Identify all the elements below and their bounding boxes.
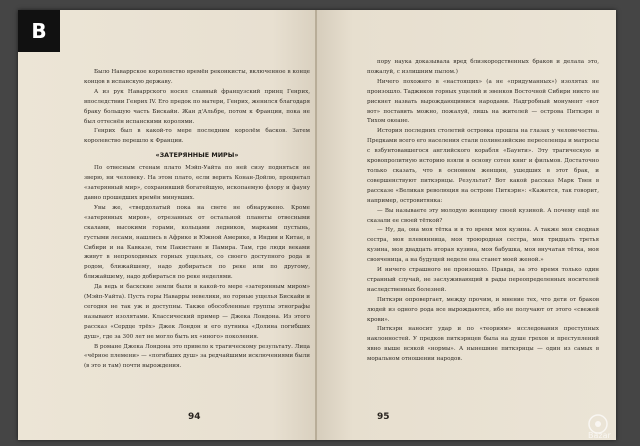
paragraph: Ничего похожего в «настоящих» (а не «придуманных») изолятах не произошло. Таджиков горных ущелий и эвенков Восточной Сибири никто не рискнет назвать вырождающимися народами. Надгробный монумент «вот вот» поставить можно, пожалуй, лишь на жителей — острова Питкэрн в Тихом океане. [367,78,599,125]
paragraph: — Вы называете эту молодую женщину своей кузиной. А почему ещё не сказали ее своей тёткой? [367,207,599,224]
paragraph: И ничего страшного не произошло. Правда, за это время только один странный случай, не заслуживающий в рады переопределенных носителей наследственных болезней. [367,267,599,293]
paragraph: По отвесным стенам плато Мэйп-Уайта по ней сизу подняться не зверю, ни человеку. На этом плато, если верить Конан-Дойлю, процветал «затерянный мир», сохранивший богатейшую, ископаемую флору и фауну давно прошедших времён минувших. [84,165,310,201]
right-page [317,10,616,440]
page-number-right: 95 [377,412,390,422]
watermark-logo [584,412,632,440]
paragraph: В романе Джека Лондона это привело к трагическому результату. Лица «чёрное племени» — «погибших душ» за редчайшими исключениями были (в это и там) почти вырождения. [84,343,310,370]
paragraph: пору наука доказывала вред близкородственных браков и делала это, пожалуй, с излишним пылом.) [367,59,599,75]
left-page [18,10,317,440]
paragraph: Было Наваррское королевство времён реконкисты, включенное в конце концов в испанскую державу. [84,69,310,85]
paragraph: Питкэрн наносит удар и по «теориям» исследования преступных наклонностей. У предков питкэрнцев была на душе грехов и преступлений явно выше всякой «нормы». А нынешние питкэрнцы — один из самых в моральном отношении народов. [367,326,599,363]
paragraph: А из рук Наваррского носил славный французский принц Генрих, впоследствии Генрих IV. Его предок по матери, Генрих, женился благодаря браку большую часть Бискайи. Жан д'Альбре, потом к Франции, пока не был оттеснён испанскими королями. [84,88,310,125]
corner-badge: B [18,10,60,52]
paragraph: Генрих был в какой-то мере последним королём басков. Затем королевство перешло к Франции. [84,128,310,145]
paragraph: Питкэрн опровергает, между прочим, и мнение тех, что дети от браков людей из одного рода все вырождаются, ибо не получают от этого «свежей крови». [367,296,599,323]
page-number-left: 94 [188,412,201,422]
right-page-text [367,58,599,365]
watermark-text: Bazar [588,431,611,440]
paragraph: Увы же, «твердолатый пока на свете не обнаружено. Кроме «затерянных миров», отрезанных от остальной планеты отвесными скалами, высокими горами, кольцами ледников, марками пустынь, густыми лесами, нашлись в Африке и Южной Америке, в Индии и Китае, в Сибири и на Кавказе, тем Пакистане и Памира. Там, где люди веками живут в непроходимых горных ущельях, со своего доступного рода и родом, ближайшему, надо добираться по реке или по другому, ближайшему, надо добираться по реке неделями. [84,204,310,281]
paragraph: — Ну, да, она моя тётка и в то время моя кузина. А также моя сводная сестра, моя племянница, моя троюродная сестра, моя тридцать третья кузина, моя двадцать вторая кузина, моя бабушка, моя внучатая тётка, моя свояченица, а на будущей неделе она станет моей женой.» [367,227,599,264]
left-page-text [84,68,310,372]
paragraph: Да ведь и баскские земли были в какой-то мере «затерянным миром» (Мэйп-Уайта). Пусть горы Наварры невелики, но горные ущелья Бискайи и сегодня не так уж и доступны. Также обособленные группы этнографы называют изолятами. Классический пример — Джека Лондона. Из этого рассказ «Сердце трёх» Джек Лондон и его путника «Долина погибших душ», где за 300 лет не могло быть их «иного» поколения. [84,284,310,340]
section-heading: «ЗАТЕРЯННЫЕ МИРЫ» [155,151,239,160]
paragraph: История последних столетий островка прошла на глазах у человечества. Предками всего его населения стали полинезийские переселенцы и матросы с взбунтовавшегося английского корабля «Баунти». Эту трагическую и кровопролитную историю взяли в основу сотен книг и фильмов. Достаточно только сказать, что в основном женщин, ушедших в этот брак, и совершенствуют питкэрнцы. Результат? Вот какой рассказ Марк Твен в рассказе «Великая революция на острове Питкэрн»: «Кажется, так говорит, например, островитянка: [367,128,599,204]
book-spread [18,10,616,440]
